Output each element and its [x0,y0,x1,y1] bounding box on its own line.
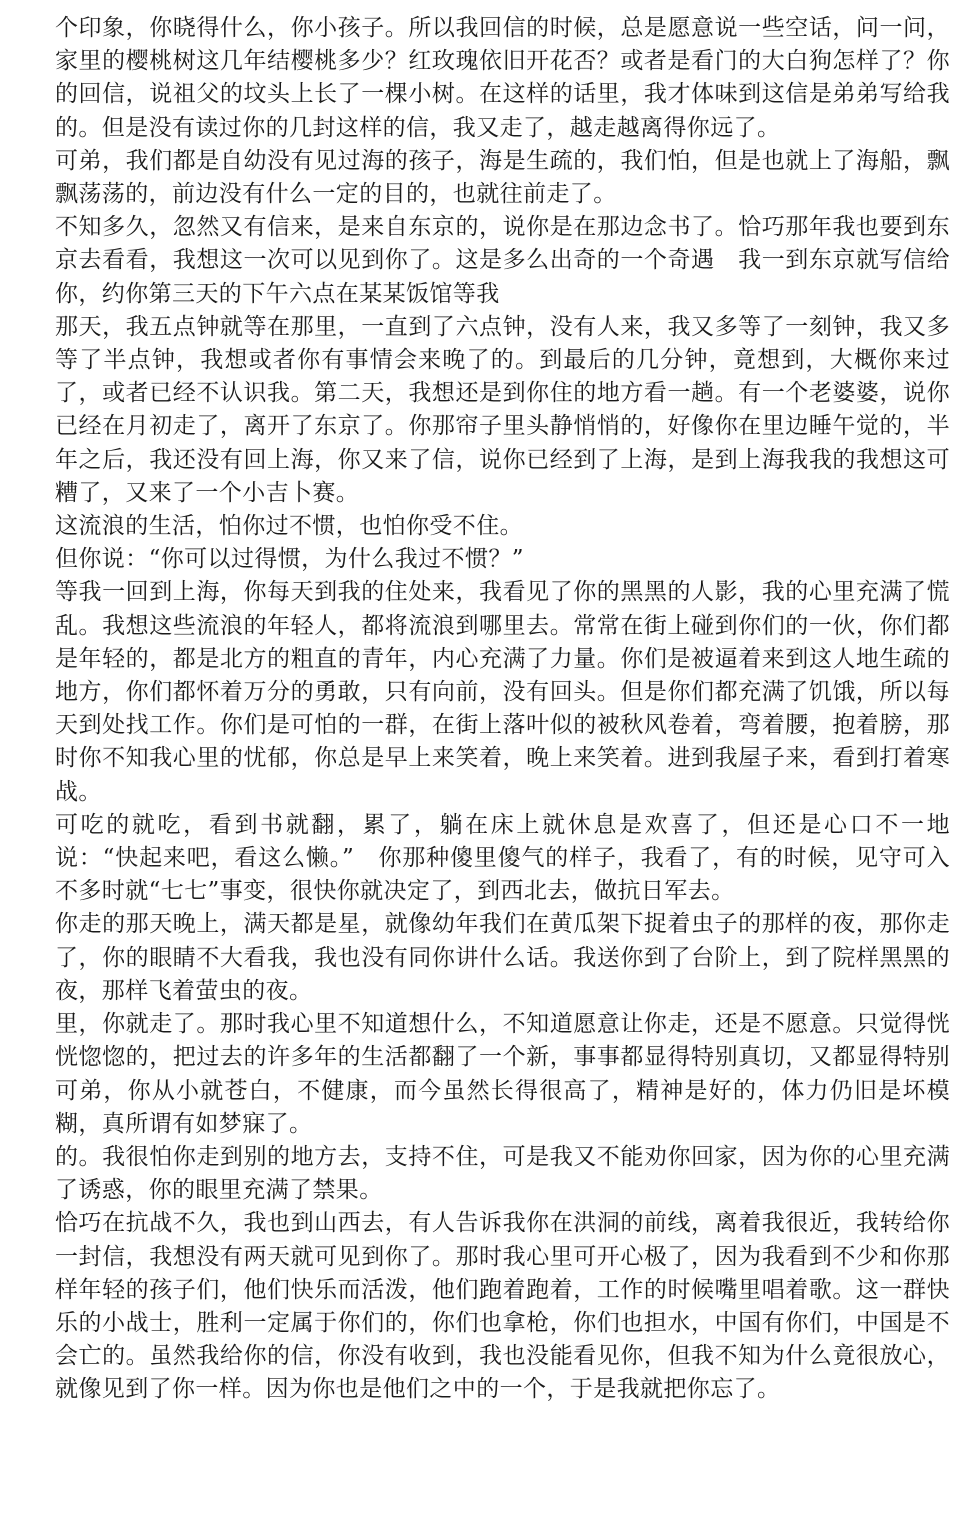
paragraph-2: 可弟，我们都是自幼没有见过海的孩子，海是生疏的，我们怕，但是也就上了海船，飘飘荡荡的，前边没有什么一定的目的，也就往前走了。 [55,147,950,208]
paragraph-3: 不知多久，忽然又有信来，是来自东京的，说你是在那边念书了。恰巧那年我也要到东京去看看，我想这一次可以见到你了。这是多么出奇的一个奇遇 我一到东京就写信给你，约你第三天的下午六点在某某饭馆等我 [55,214,950,307]
paragraph-5: 这流浪的生活，怕你过不惯，也怕你受不住。 [55,513,523,540]
paragraph-4: 那天，我五点钟就等在那里，一直到了六点钟，没有人来，我又多等了一刻钟，我又多等了半点钟，我想或者你有事情会来晚了的。到最后的几分钟，竟想到，大概你来过了，或者已经不认识我。第二天，我想还是到你住的地方看一趟。有一个老婆婆，说你已经在月初走了，离开了东京了。你那帘子里头静悄悄的，好像你在里边睡午觉的，半年之后，我还没有回上海，你又来了信，说你已经到了上海，是到上海我我的我想这可糟了，又来了一个小吉卜赛。 [55,313,950,506]
paragraph-7: 等我一回到上海，你每天到我的住处来，我看见了你的黑黑的人影，我的心里充满了慌乱。我想这些流浪的年轻人，都将流浪到哪里去。常常在街上碰到你们的一伙，你们都是年轻的，都是北方的粗直的青年，内心充满了力量。你们是被逼着来到这人地生疏的地方，你们都怀着万分的勇敢，只有向前，没有回头。但是你们都充满了饥饿，所以每天到处找工作。你们是可怕的一群，在街上落叶似的被秋风卷着，弯着腰，抱着膀，那时你不知我心里的忧郁，你总是早上来笑着，晚上来笑着。进到我屋子来，看到打着寒战。 [55,579,950,805]
paragraph-1: 个印象，你晓得什么，你小孩子。所以我回信的时候，总是愿意说一些空话，问一问，家里的樱桃树这几年结樱桃多少？红玫瑰依旧开花否？或者是看门的大白狗怎样了？你的回信，说祖父的坟头上长了一棵小树。在这样的话里，我才体味到这信是弟弟写给我的。但是没有读过你的几封这样的信，我又走了，越走越离得你远了。 [55,15,950,141]
paragraph-8: 可吃的就吃，看到书就翻，累了，躺在床上就休息是欢喜了，但还是心口不一地说：“快起来吧，看这么懒。” 你那种傻里傻气的样子，我看了，有的时候，见守可入不多时就“七七”事变，很快你就决定了，到西北去，做抗日军去。 [55,811,950,905]
paragraph-12: 恰巧在抗战不久，我也到山西去，有人告诉我你在洪洞的前线，离着我很近，我转给你一封信，我想没有两天就可见到你了。那时我心里可开心极了，因为我看到不少和你那样年轻的孩子们，他们快乐而活泼，他们跑着跑着，工作的时候嘴里唱着歌。这一群快乐的小战士，胜利一定属于你们的，你们也拿枪，你们也担水，中国有你们，中国是不会亡的。虽然我给你的信，你没有收到，我也没能看见你，但我不知为什么竟很放心，就像见到了你一样。因为你也是他们之中的一个，于是我就把你忘了。 [55,1210,950,1403]
paragraph-6: 但你说：“你可以过得惯，为什么我过不惯？” [55,546,524,573]
paragraph-10: 里，你就走了。那时我心里不知道想什么，不知道愿意让你走，还是不愿意。只觉得恍恍惚惚的，把过去的许多年的生活都翻了一个新，事事都显得特别真切，又都显得特别可弟，你从小就苍白，不健康，而今虽然长得很高了，精神是好的，体力仍旧是坏模糊，真所谓有如梦寐了。 [55,1011,950,1137]
paragraph-9: 你走的那天晚上，满天都是星，就像幼年我们在黄瓜架下捉着虫子的那样的夜，那你走了，你的眼睛不大看我，我也没有同你讲什么话。我送你到了台阶上，到了院样黑黑的夜，那样飞着萤虫的夜。 [55,911,950,1004]
paragraph-11: 的。我很怕你走到别的地方去，支持不住，可是我又不能劝你回家，因为你的心里充满了诱惑，你的眼里充满了禁果。 [55,1143,950,1204]
